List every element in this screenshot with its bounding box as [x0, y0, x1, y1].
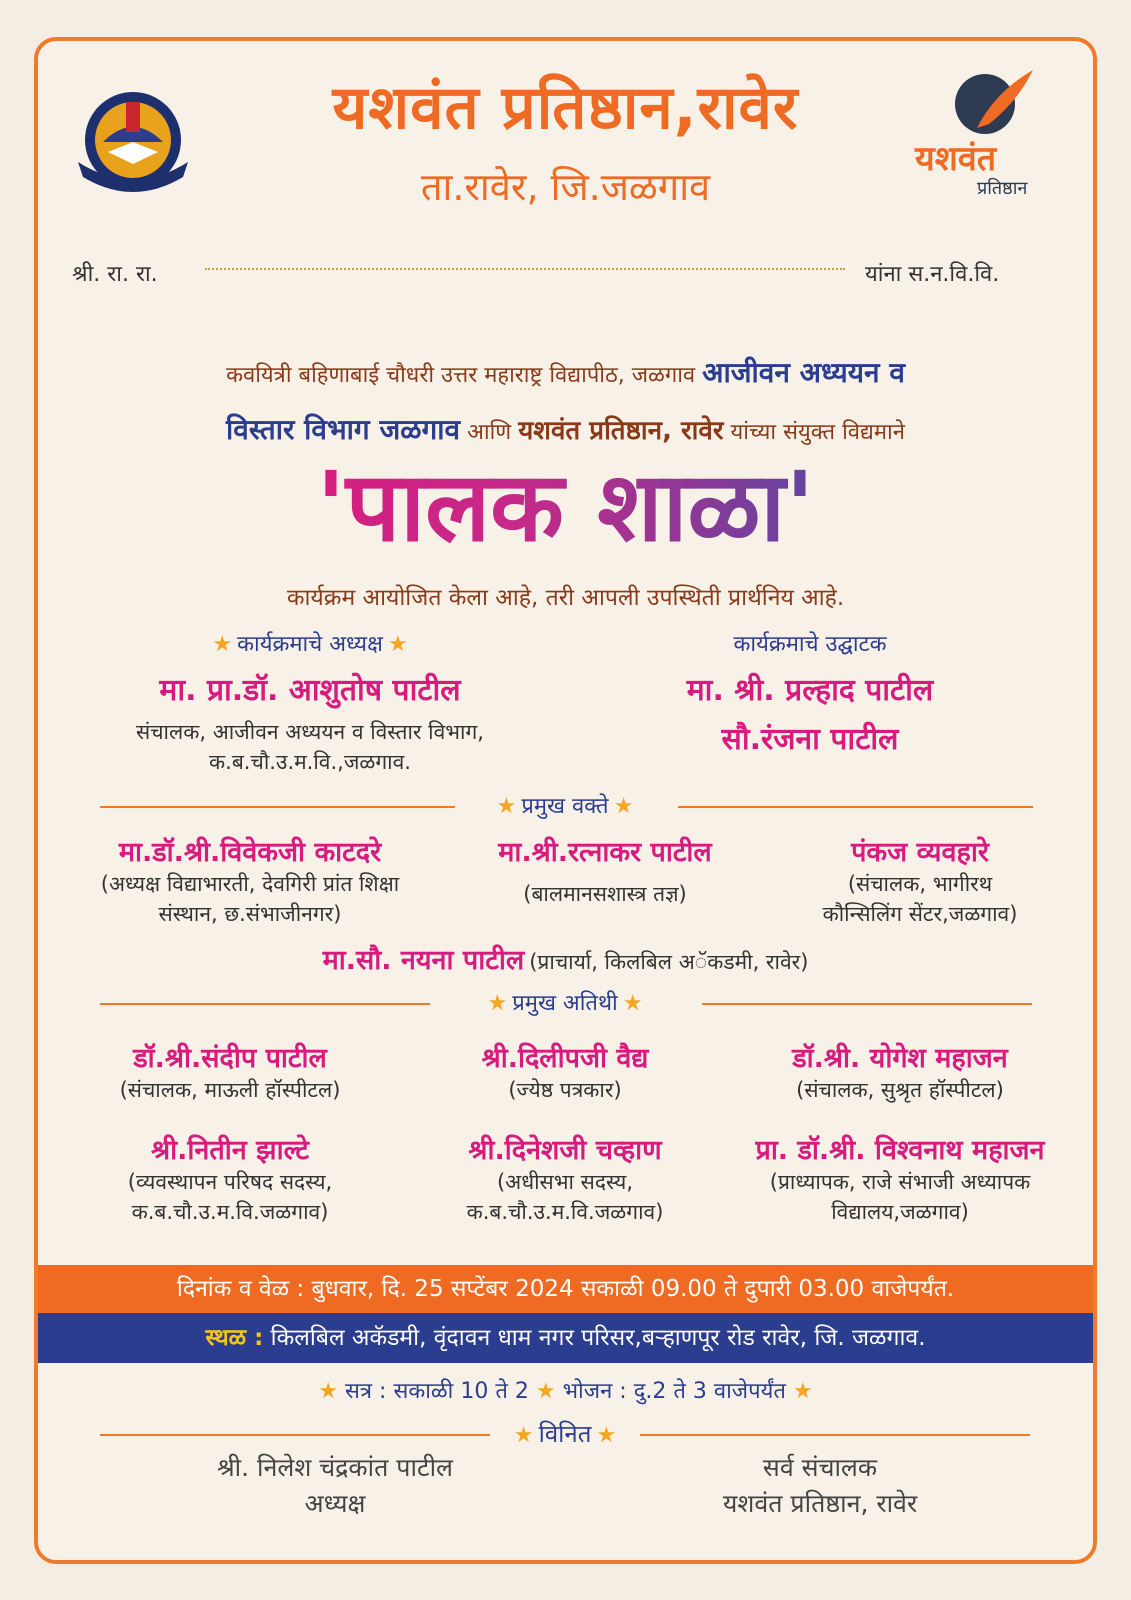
- intro-part6: यांच्या संयुक्त विद्यमाने: [730, 420, 905, 445]
- sign-right-role: यशवंत प्रतिष्ठान, रावेर: [722, 1489, 918, 1519]
- invite-line: कार्यक्रम आयोजित केला आहे, तरी आपली उपस्थिती प्रार्थनिय आहे.: [286, 585, 845, 611]
- speakers-heading-row: [455, 790, 675, 820]
- star-icon: ★: [792, 1379, 813, 1404]
- guest-6-desc-2: विद्यालय,जळगाव): [831, 1200, 969, 1225]
- session-2: भोजन : दु.2 ते 3 वाजेपर्यंत: [562, 1379, 786, 1404]
- star-icon: ★: [487, 991, 508, 1016]
- star-icon: ★: [513, 1423, 534, 1448]
- university-emblem-icon: [68, 82, 198, 202]
- speaker-1-desc-1: (अध्यक्ष विद्याभारती, देवगिरी प्रांत शिक्षा: [100, 872, 400, 896]
- president-block: [60, 628, 560, 778]
- speaker-3-desc-2: कौन्सिलिंग सेंटर,जळगाव): [822, 902, 1018, 927]
- speaker-1-name: मा.डॉ.श्री.विवेकजी काटदरे: [118, 837, 382, 868]
- inaugurator-name-1: मा. श्री. प्रल्हाद पाटील: [686, 673, 934, 708]
- star-icon: ★: [212, 632, 233, 657]
- sign-left: [140, 1450, 530, 1523]
- speaker-1-desc-2: संस्थान, छ.संभाजीनगर): [158, 902, 342, 927]
- sign-left-role: अध्यक्ष: [304, 1489, 366, 1519]
- intro-part1: कवयित्री बहिणाबाई चौधरी उत्तर महाराष्ट्र विद्यापीठ, जळगाव: [226, 363, 696, 388]
- address-right: यांना स.न.वि.वि.: [865, 262, 1000, 287]
- quill-icon: [925, 62, 1085, 142]
- guest-5: [390, 1130, 740, 1228]
- guest-4-desc-1: (व्यवस्थापन परिषद सदस्य,: [127, 1170, 333, 1194]
- guest-6: [700, 1130, 1100, 1228]
- page-title: यशवंत प्रतिष्ठान,रावेर: [332, 73, 799, 143]
- divider-line: [678, 806, 1033, 808]
- session-row: [200, 1375, 931, 1405]
- sign-right-name: सर्व संचालक: [762, 1453, 878, 1482]
- star-icon: ★: [613, 794, 634, 819]
- guest-3-desc: (संचालक, सुश्रृत हॉस्पीटल): [796, 1078, 1004, 1102]
- speaker-2-name: मा.श्री.रत्नाकर पाटील: [498, 837, 712, 868]
- speaker-2-desc: (बालमानसशास्त्र तज्ञ): [523, 882, 687, 906]
- president-heading: कार्यक्रमाचे अध्यक्ष: [237, 632, 383, 657]
- guest-2: [410, 1038, 720, 1105]
- venue-label: स्थळ :: [205, 1325, 264, 1351]
- guest-4-desc-2: क.ब.चौ.उ.म.वि.जळगाव): [131, 1200, 329, 1225]
- guest-5-name: श्री.दिनेशजी चव्हाण: [468, 1135, 662, 1166]
- guest-6-name: प्रा. डॉ.श्री. विश्वनाथ महाजन: [755, 1135, 1045, 1166]
- speaker-3: [760, 832, 1080, 930]
- speaker-3-name: पंकज व्यवहारे: [851, 837, 989, 868]
- intro-part4: आणि: [467, 420, 512, 445]
- president-desc-1: संचालक, आजीवन अध्ययन व विस्तार विभाग,: [136, 720, 484, 744]
- president-name: मा. प्रा.डॉ. आशुतोष पाटील: [159, 673, 461, 708]
- venue-text: किलबिल अकॅडमी, वृंदावन धाम नगर परिसर,बऱ्हाणपूर रोड रावेर, जि. जळगाव.: [270, 1325, 926, 1351]
- guest-4-name: श्री.नितीन झाल्टे: [151, 1135, 309, 1166]
- divider-line: [640, 1434, 1030, 1436]
- logo-right-text: यशवंत: [915, 139, 997, 179]
- guest-5-desc-2: क.ब.चौ.उ.म.वि.जळगाव): [466, 1200, 664, 1225]
- intro-part5: यशवंत प्रतिष्ठान, रावेर: [518, 416, 724, 446]
- guest-2-name: श्री.दिलीपजी वैद्य: [481, 1043, 649, 1074]
- yashwant-logo: [915, 62, 1085, 207]
- guests-heading-row: [430, 987, 700, 1017]
- vinit-row: [490, 1417, 640, 1450]
- guest-3-name: डॉ.श्री. योगेश महाजन: [792, 1043, 1008, 1074]
- president-desc-2: क.ब.चौ.उ.म.वि.,जळगाव.: [209, 750, 411, 775]
- president-heading-row: [60, 628, 560, 658]
- divider-line: [100, 1434, 490, 1436]
- speaker-3-desc-1: (संचालक, भागीरथ: [847, 872, 993, 896]
- guests-heading: प्रमुख अतिथी: [512, 991, 618, 1016]
- vinit-label: विनित: [538, 1420, 592, 1448]
- star-icon: ★: [496, 794, 517, 819]
- divider-line: [100, 1003, 430, 1005]
- star-icon: ★: [318, 1379, 339, 1404]
- divider-line: [100, 806, 455, 808]
- divider-line: [702, 1003, 1032, 1005]
- guest-2-desc: (ज्येष्ठ पत्रकार): [508, 1078, 622, 1102]
- intro-line-2: [60, 412, 1071, 449]
- star-icon: ★: [622, 991, 643, 1016]
- event-title: 'पालक शाळा': [200, 455, 931, 561]
- guest-3: [710, 1038, 1090, 1105]
- speaker-1: [40, 832, 460, 930]
- speaker-4-name: मा.सौ. नयना पाटील: [322, 945, 525, 976]
- intro-part2: आजीवन अध्ययन व: [702, 356, 905, 389]
- address-dotted-line: [205, 268, 845, 270]
- guest-6-desc-1: (प्राध्यापक, राजे संभाजी अध्यापक: [769, 1170, 1031, 1194]
- guest-4: [40, 1130, 420, 1228]
- intro-line-1: [60, 355, 1071, 391]
- guest-1-desc: (संचालक, माऊली हॉस्पीटल): [119, 1078, 341, 1102]
- speakers-heading: प्रमुख वक्ते: [521, 794, 609, 819]
- page-subtitle: ता.रावेर, जि.जळगाव: [420, 165, 711, 209]
- speaker-4-desc: (प्राचार्या, किलबिल अॅकडमी, रावेर): [529, 950, 809, 974]
- speaker-2: [460, 832, 750, 909]
- intro-part3: विस्तार विभाग जळगाव: [226, 413, 461, 446]
- inaugurator-block: [590, 628, 1030, 758]
- star-icon: ★: [387, 632, 408, 657]
- speaker-4: [120, 940, 1011, 977]
- session-1: सत्र : सकाळी 10 ते 2: [345, 1379, 529, 1404]
- star-icon: ★: [535, 1379, 556, 1404]
- star-icon: ★: [596, 1423, 617, 1448]
- sign-left-name: श्री. निलेश चंद्रकांत पाटील: [216, 1453, 454, 1482]
- guest-1-name: डॉ.श्री.संदीप पाटील: [133, 1043, 327, 1074]
- inaugurator-name-2: सौ.रंजना पाटील: [721, 722, 899, 757]
- guest-1: [40, 1038, 420, 1105]
- sign-right: [640, 1450, 1000, 1523]
- logo-right-sub: प्रतिष्ठान: [977, 178, 1028, 199]
- date-band: दिनांक व वेळ : बुधवार, दि. 25 सप्टेंबर 2024 सकाळी 09.00 ते दुपारी 03.00 वाजेपर्यंत.: [38, 1265, 1093, 1313]
- inaugurator-heading: कार्यक्रमाचे उद्घाटक: [733, 632, 887, 657]
- venue-band: [38, 1313, 1093, 1363]
- address-left: श्री. रा. रा.: [72, 262, 158, 287]
- guest-5-desc-1: (अधीसभा सदस्य,: [496, 1170, 634, 1194]
